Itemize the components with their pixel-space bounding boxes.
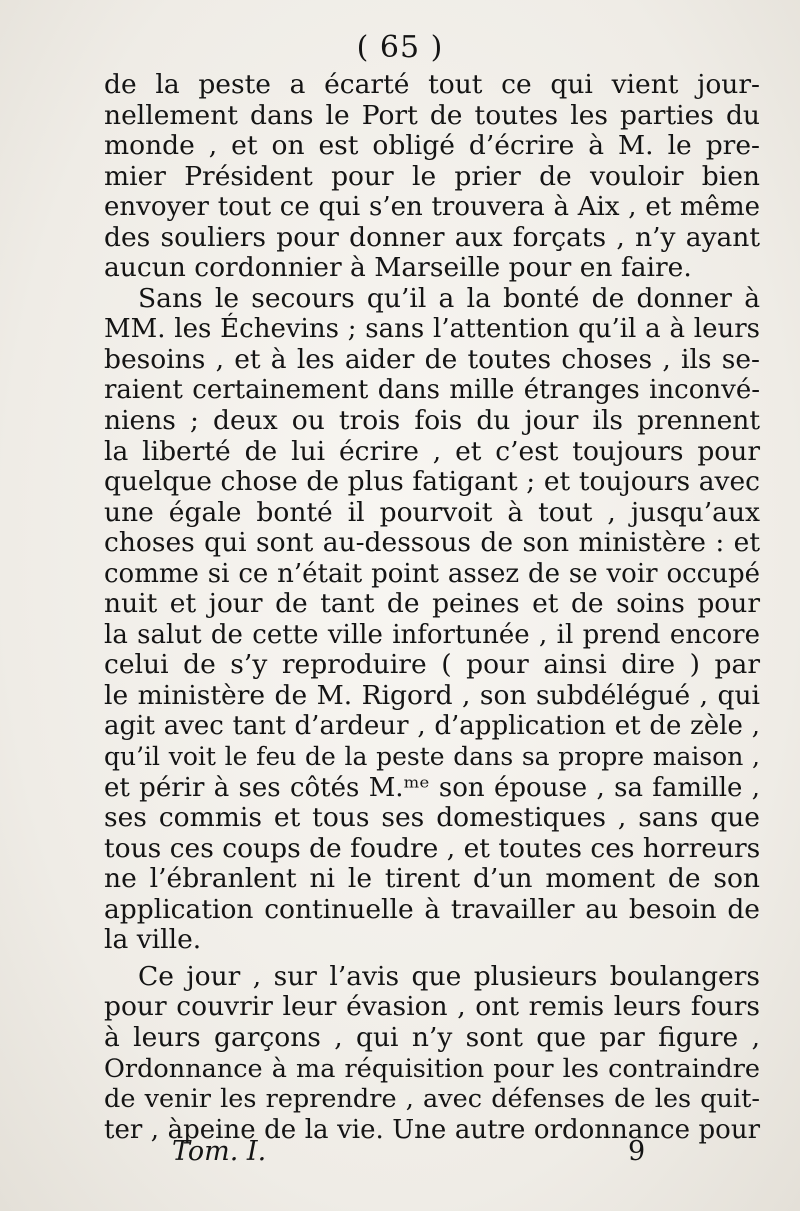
signature-mark: 9: [628, 1136, 646, 1167]
page-number: ( 65 ): [356, 30, 444, 65]
text-line: ter , àpeine de la vie. Une autre ordonnance pour: [104, 1114, 760, 1145]
text-line: qu’il voit le feu de la peste dans sa propre maison ,: [104, 742, 760, 772]
text-line: celui de s’y reproduire ( pour ainsi dire ) par: [104, 649, 760, 681]
body-text: [104, 70, 760, 1145]
volume-label: Tom. I.: [172, 1136, 267, 1167]
text-line: agit avec tant d’ardeur , d’application et de zèle ,: [104, 711, 760, 742]
paragraph-3: [104, 962, 760, 1145]
text-line: de la peste a écarté tout ce qui vient jour-: [104, 69, 760, 100]
text-line: niens ; deux ou trois fois du jour ils prennent: [104, 405, 760, 437]
page-footer: [0, 1136, 800, 1176]
text-line: MM. les Échevins ; sans l’attention qu’il a à leurs: [104, 314, 760, 345]
text-line: tous ces coups de foudre , et toutes ces horreurs: [104, 832, 761, 864]
text-line: mier Président pour le prier de vouloir bien: [104, 160, 760, 192]
paragraph-1: [104, 70, 760, 284]
text-line: monde , et on est obligé d’écrire à M. le pre-: [104, 130, 760, 162]
text-line: la ville.: [104, 924, 202, 956]
text-line: à leurs garçons , qui n’y sont que par figure ,: [104, 1021, 760, 1053]
text-line: application continuelle à travailler au besoin de: [104, 893, 760, 925]
text-line: nuit et jour de tant de peines et de soins pour: [104, 588, 760, 620]
text-line: besoins , et à les aider de toutes choses , ils se-: [104, 343, 760, 375]
text-line: de venir les reprendre , avec défenses de les quit-: [104, 1084, 760, 1115]
text-line: Sans le secours qu’il a la bonté de donner à: [138, 282, 760, 314]
text-line: la liberté de lui écrire , et c’est toujours pour: [104, 435, 760, 467]
text-line: ses commis et tous ses domestiques , sans que: [104, 802, 760, 834]
text-line: aucun cordonnier à Marseille pour en faire.: [104, 252, 692, 284]
text-line: des souliers pour donner aux forçats , n’y ayant: [104, 221, 760, 253]
text-line: et périr à ses côtés M.ᵐᵉ son épouse , sa famille ,: [104, 772, 760, 803]
text-line: comme si ce n’était point assez de se voir occupé: [104, 558, 760, 589]
text-line: choses qui sont au-dessous de son ministère : et: [104, 527, 760, 559]
text-line: Ordonnance à ma réquisition pour les contraindre: [104, 1053, 760, 1084]
paragraph-2: [104, 284, 760, 956]
text-line: pour couvrir leur évasion , ont remis leurs fours: [104, 991, 760, 1023]
text-line: nellement dans le Port de toutes les parties du: [104, 99, 760, 131]
text-line: quelque chose de plus fatigant ; et toujours avec: [104, 466, 760, 498]
text-line: raient certainement dans mille étranges inconvé-: [104, 375, 760, 406]
text-line: la salut de cette ville infortunée , il prend encore: [104, 619, 760, 650]
text-line: Ce jour , sur l’avis que plusieurs boulangers: [138, 960, 760, 992]
text-line: le ministère de M. Rigord , son subdélégué , qui: [104, 679, 760, 711]
text-line: ne l’ébranlent ni le tirent d’un moment de son: [104, 863, 760, 895]
text-line: une égale bonté il pourvoit à tout , jusqu’aux: [104, 496, 760, 528]
text-line: envoyer tout ce qui s’en trouvera à Aix , et même: [104, 192, 760, 223]
